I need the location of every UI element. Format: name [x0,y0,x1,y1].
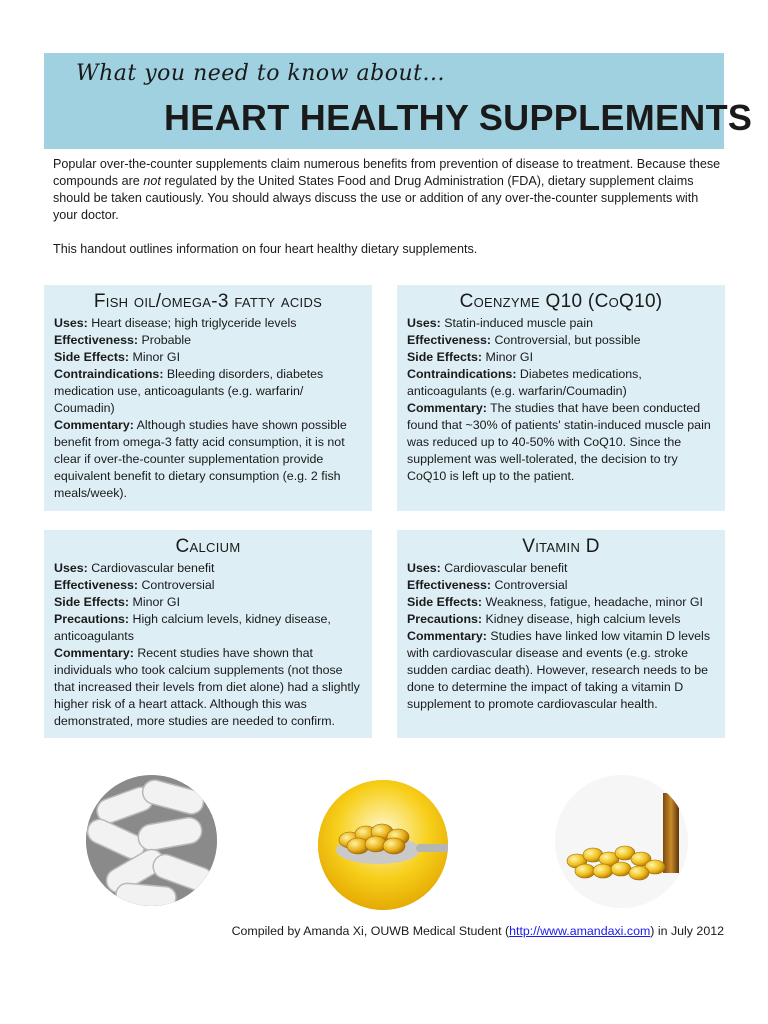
page-title: HEART HEALTHY SUPPLEMENTS [164,97,753,138]
card-title: Vitamin D [522,536,600,557]
label-side-effects: Side Effects: [407,595,483,609]
footer-suffix: ) in July 2012 [650,924,724,938]
row-contraindications [54,366,362,417]
card-calcium [44,530,372,738]
label-effectiveness: Effectiveness: [54,578,139,592]
label-effectiveness: Effectiveness: [407,333,492,347]
label-commentary: Commentary: [407,629,487,643]
row-commentary [407,628,715,713]
label-effectiveness: Effectiveness: [54,333,139,347]
card-vitamin-d [397,530,725,738]
label-uses: Uses: [54,561,88,575]
card-fish-oil [44,285,372,511]
row-commentary [54,417,362,502]
value-contraindications: Bleeding disorders, diabetes medication use, anticoagulants (e.g. warfarin/ Coumadin) [54,367,324,415]
value-uses: Heart disease; high triglyceride levels [87,316,297,330]
value-uses: Cardiovascular benefit [87,561,215,575]
row-commentary [407,400,715,485]
row-side-effects [407,594,715,611]
value-effectiveness: Controversial [138,578,215,592]
card-coq10 [397,285,725,511]
label-side-effects: Side Effects: [54,595,130,609]
value-side-effects: Minor GI [129,595,181,609]
intro-emphasis-not: not [143,174,161,188]
row-contraindications [407,366,715,400]
value-side-effects: Minor GI [482,350,534,364]
softgels-bottle-photo [555,775,688,908]
card-title: Calcium [175,536,241,557]
label-contraindications: Contraindications: [407,367,517,381]
card-title: Coenzyme Q10 (CoQ10) [459,291,663,312]
row-effectiveness [407,577,715,594]
row-precautions [407,611,715,628]
row-uses [407,560,715,577]
value-commentary: Although studies have shown possible benefit from omega-3 fatty acid consumption, it is not clear if over-the-counter supplementation provide equivalent benefit to dietary consumption (e.g. 2 fish meals/week). [54,418,347,500]
pill-tablets-icon [86,775,217,906]
intro-section [53,156,723,258]
label-uses: Uses: [54,316,88,330]
row-effectiveness [407,332,715,349]
row-effectiveness [54,577,362,594]
label-uses: Uses: [407,561,441,575]
softgels-spoon-photo [318,780,448,910]
value-side-effects: Weakness, fatigue, headache, minor GI [482,595,703,609]
row-precautions [54,611,362,645]
label-uses: Uses: [407,316,441,330]
label-side-effects: Side Effects: [407,350,483,364]
row-effectiveness [54,332,362,349]
card-title: Fish oil/omega-3 fatty acids [93,291,323,312]
value-effectiveness: Controversial [491,578,568,592]
value-uses: Cardiovascular benefit [440,561,568,575]
intro-note: This handout outlines information on four heart healthy dietary supplements. [53,242,478,256]
intro-text-a: Popular over-the-counter supplements claim numerous benefits from prevention of disease to treatment. Because these compounds are [53,157,721,188]
value-precautions: High calcium levels, kidney disease, anticoagulants [54,612,331,643]
author-website-link[interactable]: http://www.amandaxi.com [509,924,651,938]
label-effectiveness: Effectiveness: [407,578,492,592]
row-side-effects [407,349,715,366]
intro-text-b: regulated by the United States Food and Drug Administration (FDA), dietary supplement claims should be taken cautiously. You should always discuss the use or addition of any over-the-counter supplements with your doctor. [53,174,699,222]
footer-prefix: Compiled by Amanda Xi, OUWB Medical Student ( [231,924,510,938]
spoon-softgels-icon [318,780,448,910]
tablets-photo [86,775,217,906]
intro-paragraph [53,156,723,224]
footer-credit [200,924,724,938]
value-commentary: The studies that have been conducted found that ~30% of patients' statin-induced muscle pain was reduced up to 40-50% with CoQ10. Since the supplement was well-tolerated, the decision to try CoQ10 is left up to the patient. [407,401,711,483]
label-precautions: Precautions: [407,612,483,626]
value-uses: Statin-induced muscle pain [440,316,593,330]
value-contraindications: Diabetes medications, anticoagulants (e.g. warfarin/Coumadin) [407,367,642,398]
value-commentary: Studies have linked low vitamin D levels with cardiovascular disease and events (e.g. stroke sudden cardiac death). However, research needs to be done to determine the impact of taking a vitamin D supplement to promote cardiovascular health. [407,629,711,711]
label-contraindications: Contraindications: [54,367,164,381]
value-commentary: Recent studies have shown that individuals who took calcium supplements (not those that increased their levels from diet alone) had a slightly higher risk of a heart attack. Although this was demonstrated, more studies are needed to confirm. [54,646,360,728]
header-banner [44,53,753,149]
label-side-effects: Side Effects: [54,350,130,364]
bottle-softgels-icon [555,775,688,908]
label-commentary: Commentary: [54,418,134,432]
row-uses [54,560,362,577]
header-kicker: What you need to know about... [76,61,445,86]
row-side-effects [54,349,362,366]
value-effectiveness: Probable [138,333,192,347]
value-precautions: Kidney disease, high calcium levels [482,612,681,626]
label-commentary: Commentary: [407,401,487,415]
label-commentary: Commentary: [54,646,134,660]
value-effectiveness: Controversial, but possible [491,333,641,347]
row-side-effects [54,594,362,611]
row-uses [54,315,362,332]
label-precautions: Precautions: [54,612,130,626]
value-side-effects: Minor GI [129,350,181,364]
row-commentary [54,645,362,730]
row-uses [407,315,715,332]
